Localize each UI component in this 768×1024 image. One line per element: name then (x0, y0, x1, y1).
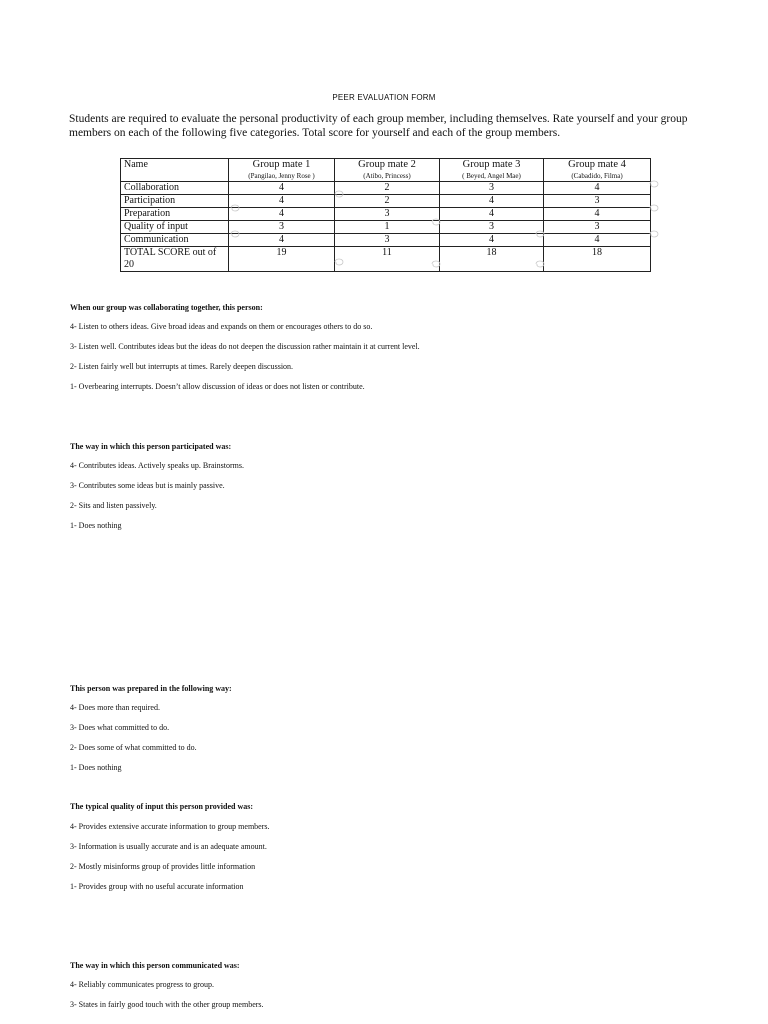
scribble-icon (229, 228, 241, 240)
score-cell: 4 (229, 234, 335, 247)
name-column-header: Name (121, 159, 229, 182)
criteria-item: 4- Provides extensive accurate information to group members. (70, 822, 270, 831)
criteria-item: 3- States in fairly good touch with the other group members. (70, 1000, 264, 1009)
group-mate-title: Group mate 3 (462, 159, 521, 170)
score-cell: 1 (335, 221, 440, 234)
score-cell: 3 (544, 195, 651, 208)
criteria-item: 1- Does nothing (70, 763, 122, 772)
quality-criteria (70, 802, 270, 892)
section-heading: This person was prepared in the following way: (70, 684, 232, 693)
criteria-item: 1- Provides group with no useful accurate information (70, 882, 244, 891)
row-label: Communication (121, 234, 229, 247)
row-label: Collaboration (121, 182, 229, 195)
scribble-icon (430, 216, 442, 228)
criteria-item: 1- Overbearing interrupts. Doesn’t allow discussion of ideas or does not listen or contribute. (70, 382, 365, 391)
score-cell: 4 (544, 182, 651, 195)
criteria-item: 4- Contributes ideas. Actively speaks up. Brainstorms. (70, 461, 244, 470)
collaboration-criteria (70, 303, 420, 392)
section-heading: The typical quality of input this person provided was: (70, 802, 253, 811)
table-row (121, 221, 651, 234)
table-row (121, 182, 651, 195)
score-cell: 3 (440, 182, 544, 195)
group-mate-2-header (335, 159, 440, 182)
section-heading: The way in which this person communicated was: (70, 961, 240, 970)
group-mate-names: (Pangilao, Jenny Rose ) (248, 172, 315, 180)
preparation-criteria (70, 684, 232, 773)
score-cell: 3 (440, 221, 544, 234)
group-mate-title: Group mate 2 (358, 159, 416, 170)
criteria-item: 4- Reliably communicates progress to group. (70, 980, 214, 989)
group-mate-title: Group mate 4 (568, 159, 626, 170)
total-score-cell: 11 (335, 247, 440, 272)
peer-score-table (120, 158, 651, 272)
communication-criteria (70, 961, 264, 1010)
score-cell: 4 (440, 208, 544, 221)
table-total-row (121, 247, 651, 272)
section-heading: The way in which this person participated was: (70, 442, 232, 451)
group-mate-names: (Atibo, Princess) (363, 172, 411, 180)
scribble-icon (534, 228, 546, 240)
score-cell: 4 (440, 234, 544, 247)
score-cell: 2 (335, 195, 440, 208)
criteria-item: 2- Sits and listen passively. (70, 501, 157, 510)
criteria-item: 3- Listen well. Contributes ideas but the ideas do not deepen the discussion rather maintain it at current level. (70, 342, 420, 351)
criteria-item: 3- Does what committed to do. (70, 723, 170, 732)
scribble-icon (648, 202, 660, 214)
score-cell: 4 (229, 208, 335, 221)
table-row (121, 208, 651, 221)
criteria-item: 2- Mostly misinforms group of provides little information (70, 862, 256, 871)
form-title: PEER EVALUATION FORM (332, 93, 436, 102)
score-cell: 3 (544, 221, 651, 234)
criteria-item: 3- Information is usually accurate and is an adequate amount. (70, 842, 267, 851)
scribble-icon (648, 178, 660, 190)
participation-criteria (70, 442, 244, 531)
group-mate-1-header (229, 159, 335, 182)
score-cell: 4 (544, 208, 651, 221)
scribble-icon (430, 258, 442, 270)
score-cell: 3 (335, 234, 440, 247)
scribble-icon (534, 258, 546, 270)
group-mate-title: Group mate 1 (252, 159, 311, 170)
score-cell: 4 (229, 195, 335, 208)
table-header-row (121, 159, 651, 182)
row-label: Preparation (121, 208, 229, 221)
criteria-item: 2- Listen fairly well but interrupts at times. Rarely deepen discussion. (70, 362, 294, 371)
row-label: TOTAL SCORE out of 20 (121, 247, 229, 272)
criteria-item: 1- Does nothing (70, 521, 122, 530)
scribble-icon (648, 228, 660, 240)
group-mate-names: (Cabadido, Filma) (571, 172, 623, 180)
row-label: Participation (121, 195, 229, 208)
table-row (121, 195, 651, 208)
table-row (121, 234, 651, 247)
group-mate-3-header (440, 159, 544, 182)
total-score-cell: 19 (229, 247, 335, 272)
score-cell: 4 (229, 182, 335, 195)
score-cell: 4 (440, 195, 544, 208)
scribble-icon (229, 202, 241, 214)
scribble-icon (333, 256, 345, 268)
criteria-item: 4- Listen to others ideas. Give broad ideas and expands on them or encourages others to do so. (70, 322, 373, 331)
row-label: Quality of input (121, 221, 229, 234)
group-mate-4-header (544, 159, 651, 182)
score-cell: 2 (335, 182, 440, 195)
score-cell: 3 (335, 208, 440, 221)
score-cell: 3 (229, 221, 335, 234)
group-mate-names: ( Beyed, Angel Mae) (462, 172, 521, 180)
scribble-icon (333, 188, 345, 200)
criteria-item: 3- Contributes some ideas but is mainly passive. (70, 481, 225, 490)
section-heading: When our group was collaborating together, this person: (70, 303, 263, 312)
score-cell: 4 (544, 234, 651, 247)
total-score-cell: 18 (544, 247, 651, 272)
criteria-item: 4- Does more than required. (70, 703, 160, 712)
criteria-item: 2- Does some of what committed to do. (70, 743, 197, 752)
total-score-cell: 18 (440, 247, 544, 272)
intro-paragraph: Students are required to evaluate the personal productivity of each group member, including themselves. Rate yourself and your group members on each of the following five categories. Total score for yourself and each of the group members. (69, 113, 688, 139)
